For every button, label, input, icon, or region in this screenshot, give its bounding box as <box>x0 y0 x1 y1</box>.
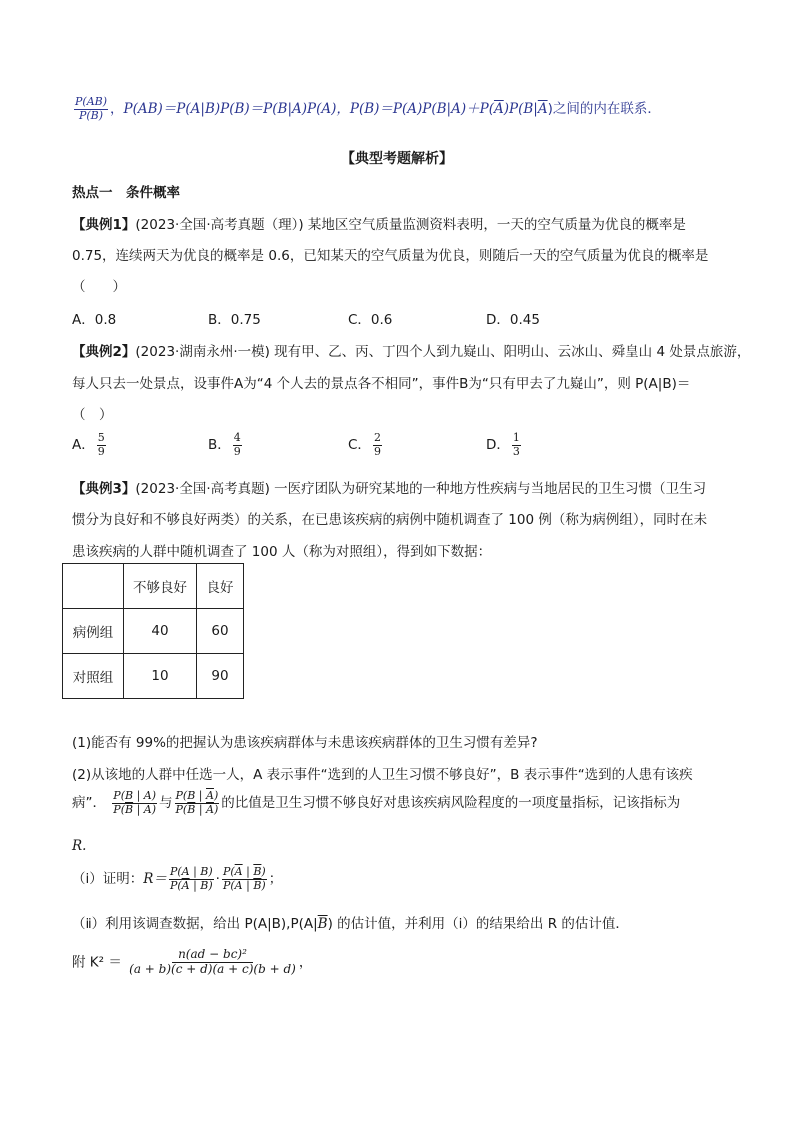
table-header-cell <box>63 564 124 609</box>
intro-line: $\frac{P(AB)}{P(B)}$ ，P(AB)＝P(A|B)P(B)＝P(B|A)P(A)，$P(B)=P(A)P(B|A)+P(\overline{A})P(B|\overline{A})$之间的内在联系． <box>75 95 661 122</box>
table-header-cell: 不够良好 <box>124 564 197 609</box>
ex3-q2-line3: R. <box>72 838 87 854</box>
intro-bar-a1: $\overline{A}$ <box>493 101 504 118</box>
ex2-line2: 每人只去一处景点，设事件A为“4 个人去的景点各不相同”，事件B为“只有甲去了九嶷山”，则 P(A|B)＝ <box>72 376 691 392</box>
ex2-line1 <box>72 340 750 360</box>
ex1-option-d: D．0.45 <box>486 312 540 328</box>
ex1-line2: 0.75，连续两天为优良的概率是 0.6，已知某天的空气质量为优良，则随后一天的空气质量为优良的概率是 <box>72 248 709 264</box>
ex1-option-a: A．0.8 <box>72 312 117 328</box>
table-cell: 60 <box>197 609 244 654</box>
intro-seg2: )P(B| <box>503 101 538 118</box>
ex2-text1: (2023·湖南永州·一模) 现有甲、乙、丙、丁四个人到九嶷山、阳明山、云冰山、舜皇山 4 处景点旅游， <box>135 344 751 360</box>
ex3-qii: （ⅱ）利用该调查数据，给出 $P(A|B),P(A|\overline{B})$ 的估计值，并利用（ⅰ）的结果给出 R 的估计值． <box>72 916 629 932</box>
table-cell: 90 <box>197 654 244 699</box>
intro-bar-a2: $\overline{A}$ <box>537 101 548 118</box>
ex1-label: 【典例1】 <box>72 217 136 233</box>
data-table <box>62 563 244 699</box>
ex3-label: 【典例3】 <box>72 481 136 497</box>
table-cell: 对照组 <box>63 654 124 699</box>
k2-fraction: $\frac{\text{n(ad − bc)²}}{(a + b)(c + d)(a + c)(b + d)}$ <box>129 947 296 976</box>
table-row <box>63 609 244 654</box>
ex3-q2-line1: (2)从该地的人群中任选一人，A 表示事件“选到的人卫生习惯不够良好”，B 表示事件“选到的人患有该疾 <box>72 767 693 783</box>
ex3-q2-line2: 病”． $\frac{P(B | A)}{P(\overline{B} | A)}$ 与 $\frac{P(B | \overline{A})}{P(\overline{B} | \overline{A})}$ 的比值是卫生习惯不够良好对患该疾病风险程度的一项度量指标，记该指标为 <box>72 789 681 816</box>
ratio-fraction-1: $\frac{P(B | A)}{P(\overline{B} | A)}$ <box>113 789 157 816</box>
intro-seg3: )之间的内在联系． <box>547 101 661 118</box>
ex1-option-c: C．0.6 <box>348 312 393 328</box>
table-cell: 10 <box>124 654 197 699</box>
section-title: 【典型考题解析】 <box>341 151 453 167</box>
ex3-q1: (1)能否有 99%的把握认为患该疾病群体与未患该疾病群体的卫生习惯有差异? <box>72 735 538 751</box>
ex1-line1 <box>72 213 686 233</box>
table-row <box>63 654 244 699</box>
table-header-cell: 良好 <box>197 564 244 609</box>
k2-formula: 附 K² ＝ $\frac{\text{n(ad − bc)²}}{(a + b)(c + d)(a + c)(b + d)}$ ， <box>72 947 313 976</box>
ex3-line1 <box>72 477 706 497</box>
intro-frac-num: P(AB) <box>75 95 108 108</box>
intro-seg1: P(AB)＝P(A|B)P(B)＝P(B|A)P(A)，P(B)＝P(A)P(B|A)＋P( <box>123 101 494 118</box>
ex3-line2: 惯分为良好和不够良好两类）的关系，在已患该疾病的病例中随机调查了 100 例（称为病例组），同时在未 <box>72 512 708 528</box>
ex3-line3: 患该疾病的人群中随机调查了 100 人（称为对照组），得到如下数据： <box>72 544 492 560</box>
table-header-row <box>63 564 244 609</box>
ex2-option-d: D． $\frac{1}{3}$ <box>486 431 520 458</box>
ex1-line3: （ ） <box>72 279 126 295</box>
table-cell: 40 <box>124 609 197 654</box>
ex2-option-a: A． $\frac{5}{9}$ <box>72 431 105 458</box>
ex2-line3: （ ） <box>72 407 113 423</box>
ex1-option-b: B．0.75 <box>208 312 261 328</box>
ex2-option-b: B． $\frac{4}{9}$ <box>208 431 241 458</box>
intro-fraction <box>74 96 108 122</box>
ex2-label: 【典例2】 <box>72 344 136 360</box>
hotspot-heading: 热点一 条件概率 <box>72 185 180 201</box>
table-cell: 病例组 <box>63 609 124 654</box>
ratio-fraction-2: $\frac{P(B | \overline{A})}{P(\overline{B} | \overline{A})}$ <box>175 789 219 816</box>
ex2-option-c: C． $\frac{2}{9}$ <box>348 431 381 458</box>
proof-fraction-2: $\frac{P(\overline{A} | \overline{B})}{P(A | \overline{B})}$ <box>222 865 266 892</box>
intro-frac-den: P(B) <box>78 108 104 122</box>
ex1-text1: (2023·全国·高考真题（理）) 某地区空气质量监测资料表明，一天的空气质量为优良的概率是 <box>135 217 686 233</box>
ex3-qi: （ⅰ）证明：R＝ $\frac{P(A | B)}{P(\overline{A} | B)}$ · $\frac{P(\overline{A} | \overline{B})}{P(A | \overline{B})}$ ； <box>72 865 283 892</box>
ex3-text1: (2023·全国·高考真题) 一医疗团队为研究某地的一种地方性疾病与当地居民的卫生习惯（卫生习 <box>135 481 707 497</box>
proof-fraction-1: $\frac{P(A | B)}{P(\overline{A} | B)}$ <box>169 865 213 892</box>
